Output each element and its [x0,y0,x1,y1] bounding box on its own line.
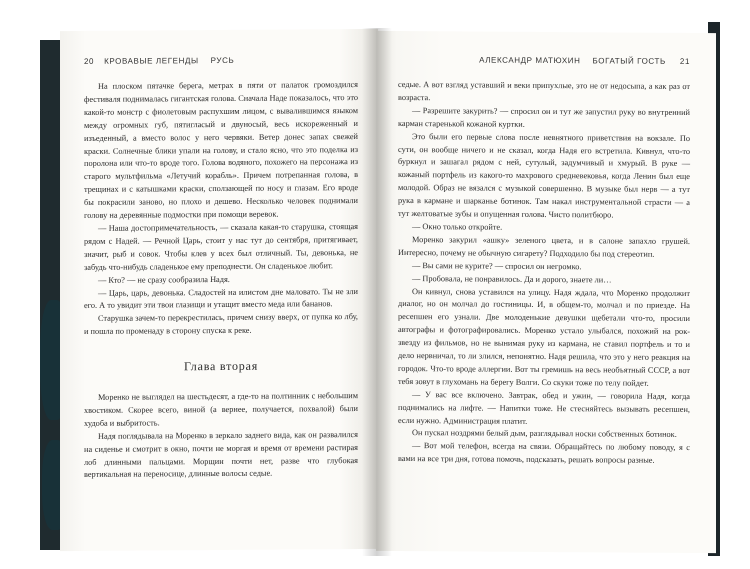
paragraph: седые. А вот взгляд уставший и веки припухлые, это не от недосыпа, а как раз от возраста. [398,79,690,103]
right-page-header [398,53,690,67]
subseries-title: РУСЬ [210,55,235,65]
paragraph: Это были его первые слова после невнятного приветствия на вокзале. По сути, он вообще ничего и не сказал, когда Надя его встретила. Кивнул, что-то буркнул и зашагал рядом с ней, сутулый, задумчивый и хмурый. В руке — кожаный портфель из какого-то махрового средневековья, когда Ленин был еще молодой. Образ не вязался с музыкой совершенно. В музыке был нерв — а тут рука в кармане и шарканье ботинок. Там накал инструментальной страсти — а тут желтоватые зубы и опущенная голова. Чисто политбюро. [398,131,690,220]
left-page [60,29,378,551]
paragraph: — Вот мой телефон, всегда на связи. Обращайтесь по любому поводу, я с вами на все три дня, готова помочь, подсказать, решать вопросы разные. [398,441,690,466]
paragraph: Надя поглядывала на Моренко в зеркало заднего вида, как он развалился на сиденье и смотрит в окно, почти не моргая и время от времени растирая лоб длинными пальцами. Морщин почти нет, разве что глубокая вертикальная на переносице, длинные волосы седые. [84,429,358,480]
paragraph: Моренко не выглядел на шестьдесят, а где-то на полтинник с небольшим хвостиком. Скорее всего, виной (а вернее, получается, похвалой) были худоба и выбритость. [84,391,358,428]
paragraph: — У вас все включено. Завтрак, обед и ужин, — говорила Надя, когда поднимались на лифте. — Напитки тоже. Не стесняйтесь вызывать ресепшен, если нужно. Администрация платит. [398,389,690,426]
paragraph: — Разрешите закурить? — спросил он и тут же запустил руку во внутренний карман старенькой кожаной куртки. [398,105,690,129]
paragraph: — Вы сами не курите? — спросил он негромко. [412,260,582,271]
author-name: АЛЕКСАНДР МАТЮХИН [479,55,581,65]
paragraph: Старушка зачем-то перекрестилась, причем снизу вверх, от пупка ко лбу, и пошла по променаду в сторону спуска к реке. [84,312,358,337]
paragraph: Моренко закурил «ашку» зеленого цвета, и в салоне запахло грушей. Интересно, почему не обычную сигарету? Подходило бы под стереотип. [398,234,690,259]
paragraph: — Кто? — не сразу сообразила Надя. [98,274,230,285]
page-number: 20 [84,56,95,66]
paragraph: — Окно только откройте. [412,222,503,232]
paragraph: — Пробовала, не понравилось. Да и дорого, знаете ли… [412,273,612,285]
page-number: 21 [679,56,690,66]
paragraph: Он пускал ноздрями белый дым, разглядывал носки собственных ботинок. [412,428,677,440]
paragraph: Он кивнул, снова уставился на улицу. Надя ждала, что Моренко продолжит диалог, но он молчал до гостиницы. И, в общем-то, молчал и по приезде. На ресепшен его узнали. Две молоденькие девушки щебетали что-то, просили автографы и фотографировались. Моренко устало улыбался, похожий на рок-звезду из фильмов, но не вынимая руку из кармана, не ставил портфель и то и дело нервничал, то ли злился, непонятно. Надя решила, что это у него реакция на городок. Что-то вроде аллергии. Вот ты гремишь на весь необъятный СССР, а вот тебя зовут в глухомань на берегу Волги. Со скуки тоже по телу пойдет. [398,286,690,388]
series-title: КРОВАВЫЕ ЛЕГЕНДЫ [104,55,199,66]
right-page-text [398,79,690,468]
book-title: БОГАТЫЙ ГОСТЬ [592,55,666,66]
paragraph: — Царь, царь, девонька. Сладостей на илистом дне маловато. Ты не зли его. А то увидит эти твои глазищи и утащит вместо меда или бананов. [84,286,358,311]
right-page [376,31,716,553]
paragraph: — Наша достопримечательность, — сказала какая-то старушка, стоящая рядом с Надей. — Речной Царь, стоит у нас тут до сентября, притягивает, значит, рыб и совок. Чтобы клев у всех был отличный. Ты, девонька, не забудь что-нибудь сладенькое ему преподнести. Он сладенькое любит. [84,221,358,272]
left-page-text [84,79,358,482]
left-page-header [84,53,358,67]
paragraph: На плоском пятачке берега, метрах в пяти от палаток громоздился фестиваля поднималась гигантская голова. Сначала Наде показалось, что это какой-то монстр с фиолетовым распухшим лицом, с вывалившимся языком между огромных губ, пятигласый и двуносый, весь искореженный и изъеденный, а вместо волос у него червяки. Ветер донес запах свежей краски. Солнечные блики упали на голову, и стало ясно, что это поделка из поролона или что-то вроде того. Голова водяного, похожего на персонажа из старого мультфильма «Летучий корабль». Причем потрепанная голова, в трещинах и с катышками краски, сползающей по носу и глазам. Его вроде бы покрасили заново, но плохо и дешево. Несколько человек поднимали голову на деревянные подмостки при помощи веревок. [84,80,358,221]
chapter-title: Глава вторая [183,358,259,374]
